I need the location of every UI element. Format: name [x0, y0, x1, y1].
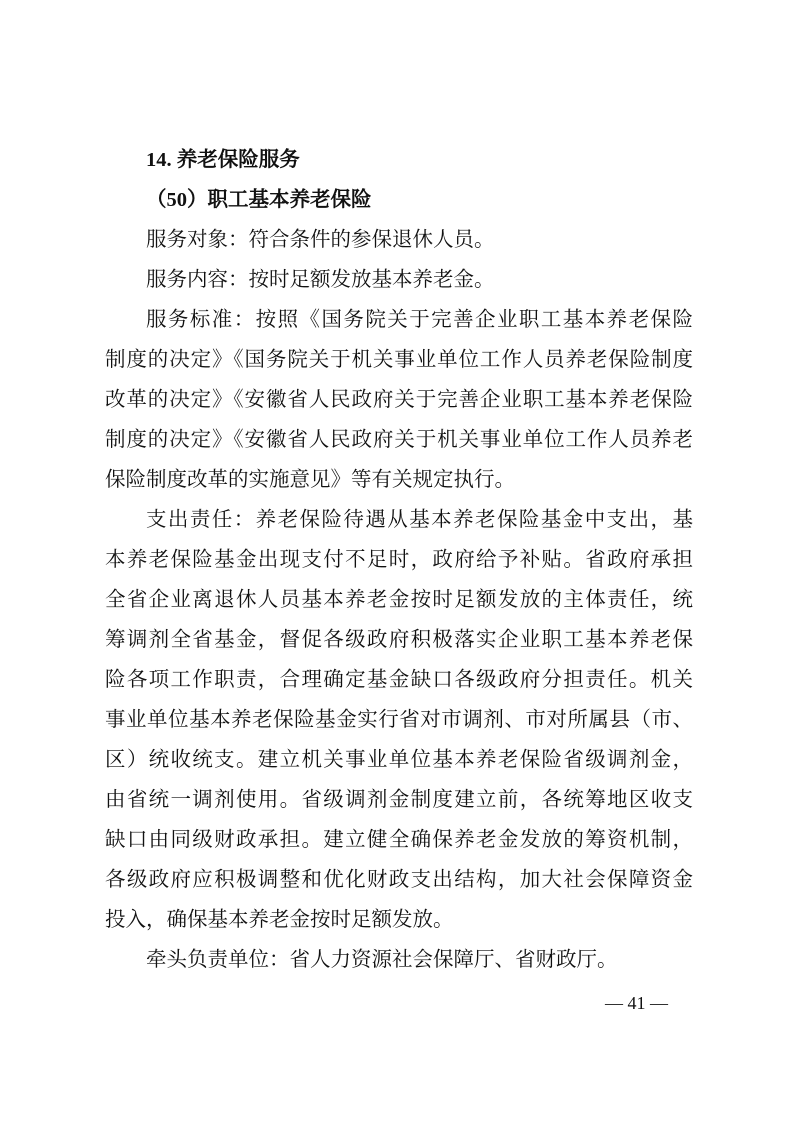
- paragraph-line: 服务内容：按时足额发放基本养老金。: [146, 269, 495, 291]
- paragraph-line: 支出责任：养老保险待遇从基本养老保险基金中支出，基: [146, 509, 693, 531]
- page-number: — 41 —: [605, 993, 668, 1013]
- lead-unit-paragraph: [105, 940, 693, 980]
- paragraph-line: 投入，确保基本养老金按时足额发放。: [105, 909, 454, 931]
- paragraph-line: 本养老保险基金出现支付不足时，政府给予补贴。省政府承担: [105, 549, 693, 571]
- paragraph-line: 由省统一调剂使用。省级调剂金制度建立前，各统筹地区收支: [105, 789, 693, 811]
- paragraph-line: 区）统收统支。建立机关事业单位基本养老保险省级调剂金，: [105, 749, 693, 771]
- paragraph-line: 全省企业离退休人员基本养老金按时足额发放的主体责任，统: [105, 589, 693, 611]
- paragraph-line: 服务对象：符合条件的参保退休人员。: [146, 229, 495, 251]
- paragraph-line: 各级政府应积极调整和优化财政支出结构，加大社会保障资金: [105, 869, 693, 891]
- paragraph-line: 险各项工作职责，合理确定基金缺口各级政府分担责任。机关: [105, 669, 693, 691]
- paragraph-line: 缺口由同级财政承担。建立健全确保养老金发放的筹资机制，: [105, 829, 693, 851]
- paragraph-line: 牵头负责单位：省人力资源社会保障厅、省财政厅。: [146, 949, 618, 971]
- section-heading: 14. 养老保险服务: [146, 149, 300, 171]
- paragraph-line: 服务标准：按照《国务院关于完善企业职工基本养老保险: [146, 309, 693, 331]
- page-content: [105, 140, 693, 980]
- item-heading: （50）职工基本养老保险: [146, 189, 372, 211]
- paragraph-line: 事业单位基本养老保险基金实行省对市调剂、市对所属县（市、: [105, 709, 693, 731]
- service-content-paragraph: [105, 260, 693, 300]
- service-target-paragraph: [105, 220, 693, 260]
- paragraph-line: 筹调剂全省基金，督促各级政府积极落实企业职工基本养老保: [105, 629, 693, 651]
- expenditure-responsibility-paragraph: [105, 500, 693, 940]
- paragraph-line: 保险制度改革的实施意见》等有关规定执行。: [105, 469, 515, 491]
- paragraph-line: 制度的决定》《安徽省人民政府关于机关事业单位工作人员养老: [105, 429, 693, 451]
- paragraph-line: 制度的决定》《国务院关于机关事业单位工作人员养老保险制度: [105, 349, 693, 371]
- paragraph-line: 改革的决定》《安徽省人民政府关于完善企业职工基本养老保险: [105, 389, 693, 411]
- service-standard-paragraph: [105, 300, 693, 500]
